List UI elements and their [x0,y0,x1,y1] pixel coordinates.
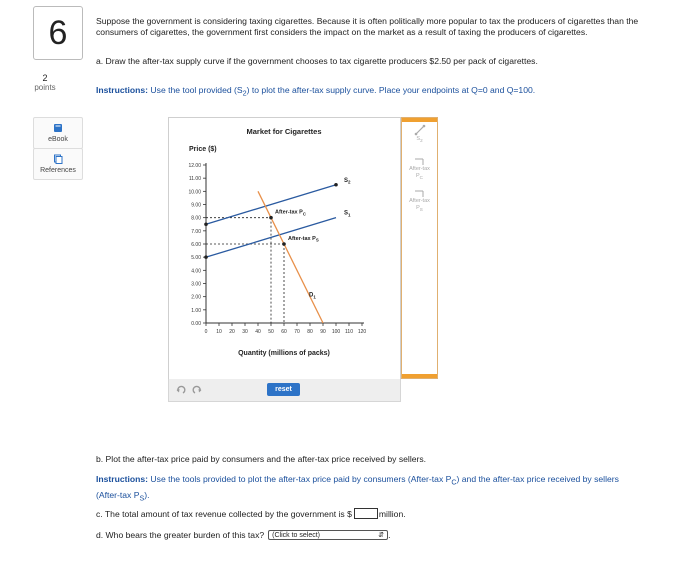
curve-label-s2: $S_2$ [344,177,351,185]
line-tool-icon [414,124,426,136]
market-chart[interactable] [169,118,400,380]
ps-tool-p: P [416,204,420,211]
graph-toolbar [168,379,401,402]
instructions-text: ). [144,489,150,500]
instructions-sub: 2 [242,89,247,98]
part-d-suffix: . [388,530,391,540]
s2-endpoint[interactable] [204,222,208,226]
instructions-text-end: ) to plot the after-tax supply curve. Place your endpoints at Q=0 and Q=100. [246,85,536,95]
guide-lines [206,218,284,323]
chart-title: Market for Cigarettes [246,127,322,136]
pc-tool-symbol [404,173,435,182]
x-tick-label: 60 [281,329,287,335]
points-indicator [30,74,60,92]
x-tick-label: 100 [331,329,341,335]
after-tax-price-label: After-tax $P_S$ [288,236,319,243]
y-tick-label: 5.00 [191,255,201,262]
undo-icon[interactable] [176,385,186,395]
x-tick-label: 40 [255,329,261,335]
y-tick-label: 7.00 [191,228,201,235]
y-axis-label: Price ($) [189,146,217,153]
question-intro: Suppose the government is considering taxing cigarettes. Because it is often politically more popular to tax the producers of cigarettes than the consumers of cigarettes, the government first considers the impact on the market as a result of taxing the producers of cigarettes. [96,16,639,37]
x-tick-label: 10 [216,329,222,335]
x-tick-label: 120 [357,329,367,335]
x-tick-label: 20 [229,329,235,335]
instructions-text: Use the tool provided (S [148,85,243,95]
x-tick-label: 0 [204,329,208,335]
burden-select[interactable] [268,530,391,540]
question-number: 6 [33,6,83,60]
ebook-button[interactable] [33,117,83,149]
part-d-text: d. Who bears the greater burden of this tax? [96,530,265,540]
tax-revenue-input[interactable] [354,508,378,519]
graph-area[interactable] [168,117,401,381]
equilibrium-point[interactable] [282,242,286,246]
y-tick-label: 4.00 [191,268,201,275]
part-d [96,530,391,540]
equilibrium-point[interactable] [269,216,273,220]
x-tick-label: 80 [307,329,313,335]
ebook-label: eBook [48,136,68,143]
y-tick-label: 3.00 [191,281,201,288]
references-button[interactable] [33,148,83,180]
part-a-instructions [96,85,535,98]
price-tool-icon [414,188,426,198]
redo-icon[interactable] [192,385,202,395]
tool-palette [401,117,438,379]
instructions-label: Instructions: [96,85,149,95]
after-tax-ps-tool[interactable] [404,188,435,220]
price-tool-icon [414,156,426,166]
after-tax-price-label: After-tax $P_C$ [275,209,306,217]
y-tick-label: 6.00 [191,242,201,248]
points-label: points [34,83,56,92]
x-tick-label: 50 [268,329,274,335]
reset-button[interactable]: reset [267,383,300,396]
points-value: 2 [42,73,48,83]
y-tick-label: 1.00 [191,307,201,314]
ps-tool-symbol [404,205,435,214]
part-c-text: c. The total amount of tax revenue collected by the government is $ [96,508,352,519]
y-tick-label: 12.00 [188,163,201,169]
instructions-text: Use the tools provided to plot the after-tax price paid by consumers (After-tax P [148,474,452,484]
y-tick-label: 10.00 [188,189,201,196]
axes [188,163,366,335]
instructions-sub: S [139,494,145,503]
ps-tool-sub: S [419,206,423,212]
y-tick-label: 9.00 [191,202,201,209]
tool-palette-top [402,118,437,122]
instructions-text: ) and the after-tax price received by sellers (After-tax P [96,474,619,500]
curve-label-s1: $S_1$ [344,210,351,218]
tool-palette-bottom [402,374,437,378]
s2-tool-sub: 2 [420,138,423,144]
s2-tool-label: S [416,136,421,142]
y-tick-label: 0.00 [191,321,201,327]
x-tick-label: 90 [320,329,326,335]
y-tick-label: 8.00 [191,215,201,222]
y-tick-label: 11.00 [188,176,201,183]
s1-endpoint [204,255,208,259]
documents-icon [53,154,63,164]
x-tick-label: 110 [345,329,353,335]
instructions-sub: C [451,478,457,487]
s2-line-tool[interactable] [404,124,435,148]
part-a-text: a. Draw the after-tax supply curve if the government chooses to tax cigarette producers $2.50 per pack of cigarettes. [96,56,538,66]
x-axis-label: Quantity (millions of packs) [238,350,330,357]
ps-tool-label: After-tax [409,198,430,204]
after-tax-pc-tool[interactable] [404,156,435,186]
references-label: References [40,167,76,174]
pc-tool-p: P [416,172,420,179]
instructions-label: Instructions: [96,474,149,484]
select-value: (Click to select) [272,531,320,539]
part-b-text: b. Plot the after-tax price paid by consumers and the after-tax price received by sellers. [96,454,427,464]
part-b-instructions [96,473,621,504]
pc-tool-label: After-tax [409,166,430,172]
x-tick-label: 30 [242,329,248,335]
y-tick-label: 2.00 [191,294,201,301]
pc-tool-sub: C [419,174,423,180]
s2-endpoint[interactable] [334,183,338,187]
part-c-unit: million. [378,508,406,519]
part-c [96,508,406,519]
select-arrows-icon: ⇵ [378,532,385,539]
x-tick-label: 70 [294,329,300,335]
book-icon [53,123,63,133]
curve-labels [275,178,351,300]
curve-label-d1: $D_1$ [309,292,316,300]
